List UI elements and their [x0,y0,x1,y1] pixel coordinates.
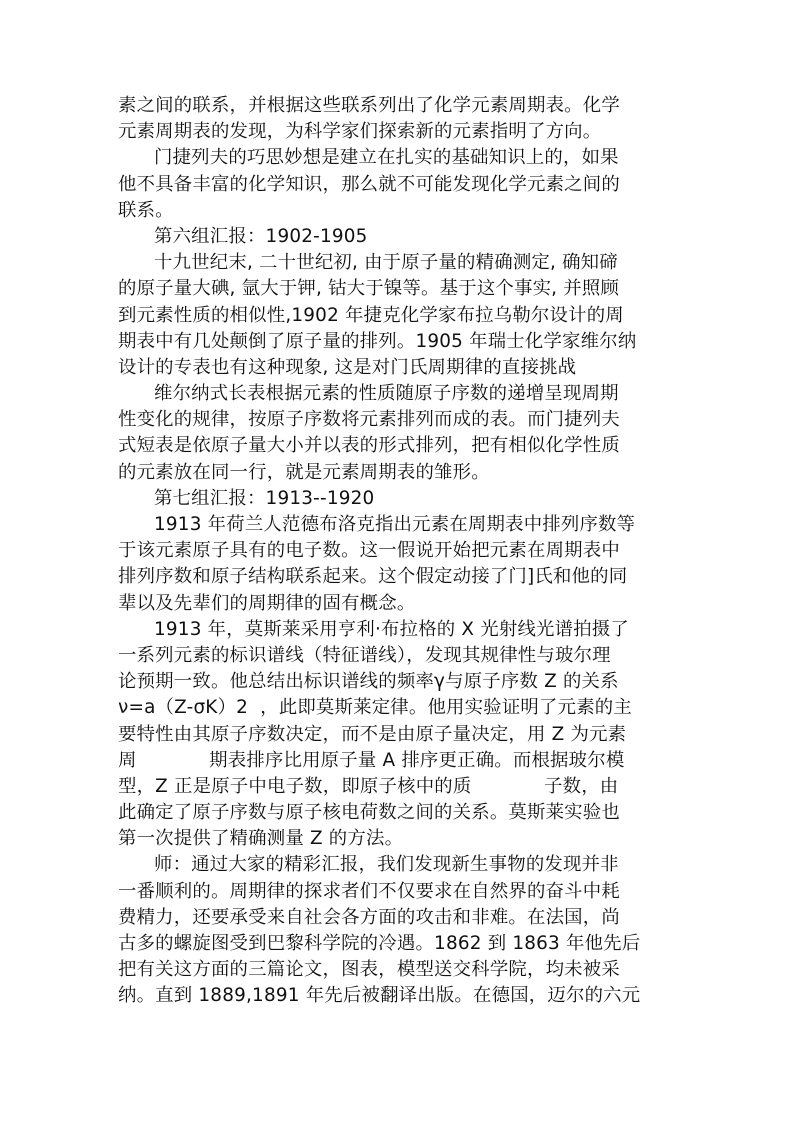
text-line: 费精力，还要承受来自社会各方面的攻击和非难。在法国，尚 [118,906,620,928]
text-line: 要特性由其原子序数决定，而不是由原子量决定，用 Z 为元素 [118,723,627,745]
text-line: 论预期一致。他总结出标识谱线的频率γ与原子序数 Z 的关系 [118,671,619,693]
text-line: 一系列元素的标识谱线（特征谱线），发现其规律性与玻尔理 [118,644,611,666]
text-line: 期表中有几处颠倒了原子量的排列。1905 年瑞士化学家维尔纳 [118,330,637,352]
text-line: 元素周期表的发现，为科学家们探索新的元素指明了方向。 [118,121,602,143]
text-line: 型，Z 正是原子中电子数，即原子核中的质 子数，由 [118,775,619,797]
text-line: 性变化的规律，按原子序数将元素排列而成的表。而门捷列夫 [118,409,620,431]
text-line: 排列序数和原子结构联系起来。这个假定动接了门]氏和他的同 [118,566,628,588]
text-line: 一番顺利的。周期律的探求者们不仅要求在自然界的奋斗中耗 [118,880,620,902]
section-heading: 第六组汇报：1902-1905 [154,225,368,247]
text-line: 十九世纪末, 二十世纪初, 由于原子量的精确测定, 确知碲 [154,252,618,274]
text-line: 式短表是依原子量大小并以表的形式排列，把有相似化学性质 [118,435,620,457]
text-line: 到元素性质的相似性,1902 年捷克化学家布拉乌勒尔设计的周 [118,304,624,326]
text-line: 维尔纳式长表根据元素的性质随原子序数的递增呈现周期 [154,383,619,405]
text-line: 纳。直到 1889,1891 年先后被翻译出版。在德国，迈尔的六元 [118,985,641,1007]
text-line: 此确定了原子序数与原子核电荷数之间的关系。莫斯莱实验也 [118,802,620,824]
section-heading: 第七组汇报：1913--1920 [154,487,375,509]
text-line: ν=a（Z-σK）2 ，此即莫斯莱定律。他用实验证明了元素的主 [118,697,632,719]
document-body [118,93,668,1010]
text-line: 于该元素原子具有的电子数。这一假说开始把元素在周期表中 [118,540,620,562]
text-line: 古多的螺旋图受到巴黎科学院的冷遇。1862 到 1863 年他先后 [118,933,641,954]
text-line: 把有关这方面的三篇论文，图表，模型送交科学院，均未被采 [118,959,620,981]
text-line: 1913 年荷兰人范德布洛克指出元素在周期表中排列序数等 [154,514,636,535]
text-line: 的元素放在同一行，就是元素周期表的雏形。 [118,461,490,483]
text-line: 他不具备丰富的化学知识，那么就不可能发现化学元素之间的 [118,173,620,195]
text-line: 1913 年，莫斯莱采用亨利·布拉格的 X 光射线光谱拍摄了 [154,618,629,640]
text-line: 素之间的联系，并根据这些联系列出了化学元素周期表。化学 [118,95,620,116]
text-line: 门捷列夫的巧思妙想是建立在扎实的基础知识上的，如果 [154,147,619,169]
text-line: 的原子量大碘, 氩大于钾, 钴大于镍等。基于这个事实, 并照顾 [118,278,620,300]
text-line: 周 期表排序比用原子量 A 排序更正确。而根据玻尔模 [118,749,625,771]
text-line: 第一次提供了精确测量 Z 的方法。 [118,828,404,850]
text-line: 联系。 [118,199,174,221]
text-line: 师：通过大家的精彩汇报，我们发现新生事物的发现并非 [154,854,619,876]
text-line: 辈以及先辈们的周期律的固有概念。 [118,592,416,614]
text-line: 设计的专表也有这种现象, 这是对门氏周期律的直接挑战 [118,356,577,378]
